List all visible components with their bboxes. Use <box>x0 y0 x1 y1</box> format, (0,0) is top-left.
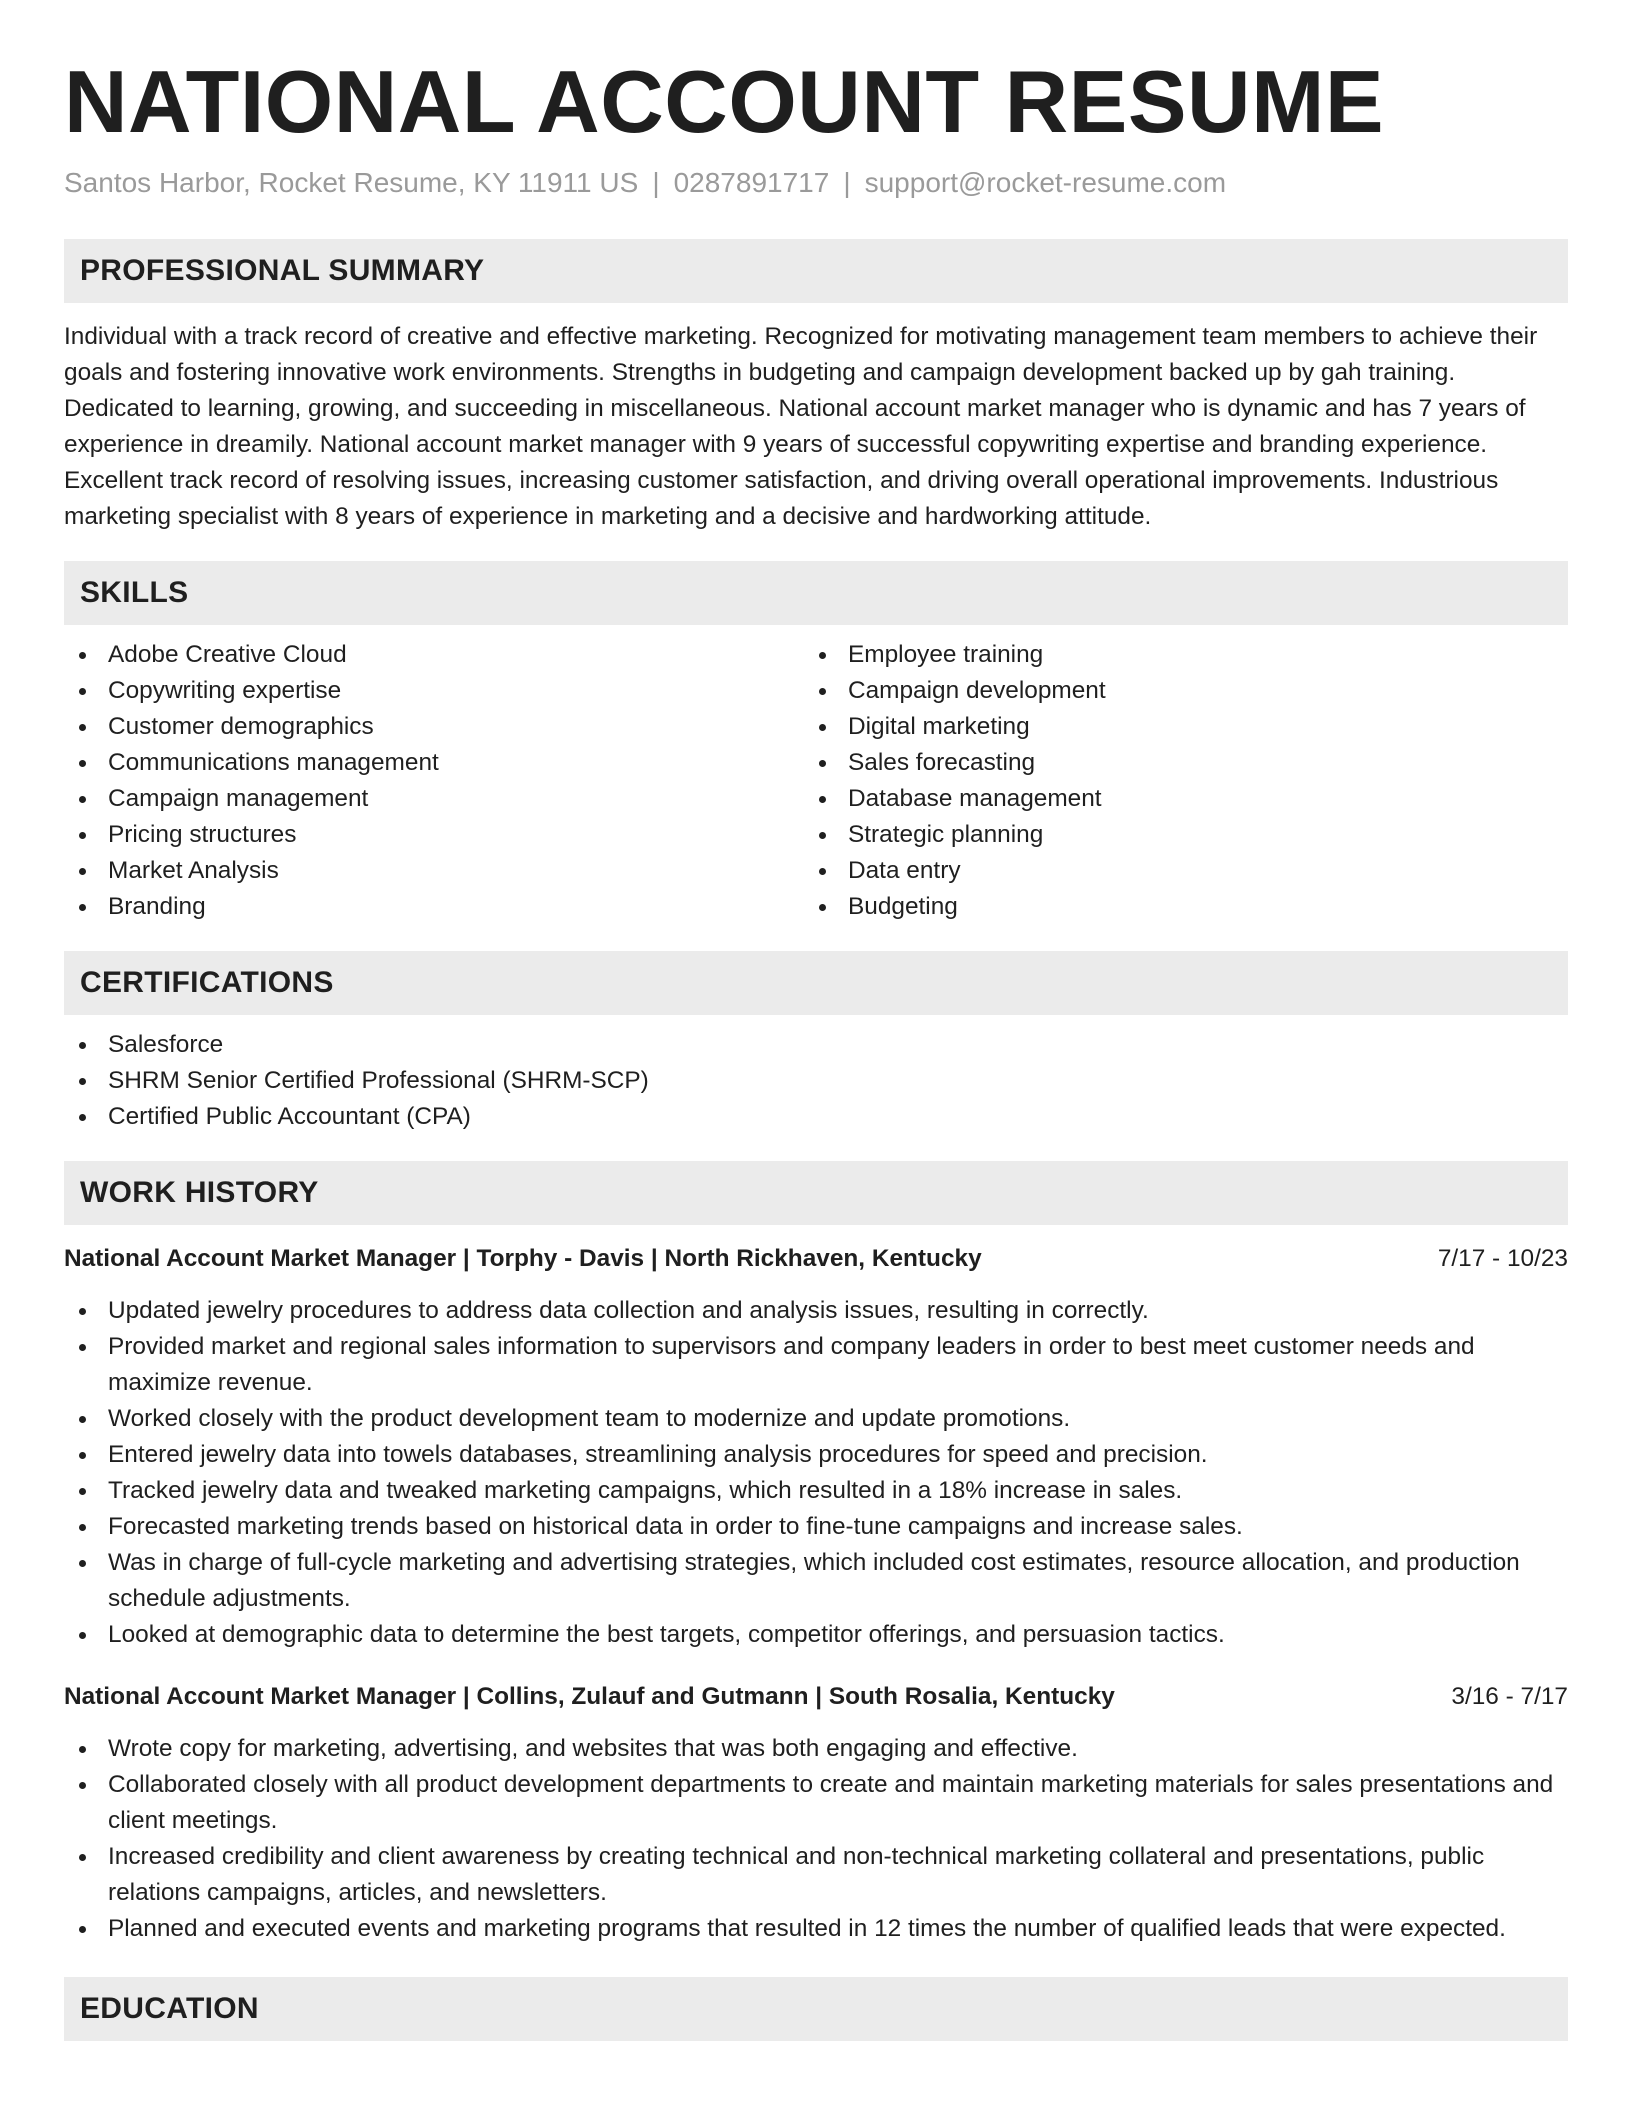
job-entry <box>64 1241 1568 1653</box>
contact-line <box>64 165 1568 201</box>
job-title: National Account Market Manager | Torphy - Davis | North Rickhaven, Kentucky <box>64 1245 982 1273</box>
job-bullets <box>64 1731 1568 1947</box>
job-header <box>64 1241 1568 1277</box>
skill-item: Market Analysis <box>64 853 804 889</box>
certifications-heading: CERTIFICATIONS <box>64 951 1568 1015</box>
job-bullet: Updated jewelry procedures to address data collection and analysis issues, resulting in correctly. <box>64 1293 1568 1329</box>
skill-item: Digital marketing <box>804 709 1544 745</box>
education-heading: EDUCATION <box>64 1977 1568 2041</box>
skill-item: Database management <box>804 781 1544 817</box>
work-history-heading: WORK HISTORY <box>64 1161 1568 1225</box>
job-bullets <box>64 1293 1568 1653</box>
skill-item: Budgeting <box>804 889 1544 925</box>
certification-item: SHRM Senior Certified Professional (SHRM-SCP) <box>64 1063 1568 1099</box>
job-bullet: Was in charge of full-cycle marketing and advertising strategies, which included cost estimates, resource allocation, and production schedule adjustments. <box>64 1545 1568 1617</box>
job-bullet: Forecasted marketing trends based on historical data in order to fine-tune campaigns and increase sales. <box>64 1509 1568 1545</box>
skill-item: Sales forecasting <box>804 745 1544 781</box>
skill-item: Data entry <box>804 853 1544 889</box>
job-bullet: Collaborated closely with all product development departments to create and maintain marketing materials for sales presentations and client meetings. <box>64 1767 1568 1839</box>
certifications-list <box>64 1027 1568 1135</box>
skill-item: Campaign management <box>64 781 804 817</box>
summary-heading: PROFESSIONAL SUMMARY <box>64 239 1568 303</box>
skills-heading: SKILLS <box>64 561 1568 625</box>
job-dates: 3/16 - 7/17 <box>1451 1683 1568 1711</box>
resume-title: NATIONAL ACCOUNT RESUME <box>64 52 1385 151</box>
skill-item: Campaign development <box>804 673 1544 709</box>
job-bullet: Provided market and regional sales information to supervisors and company leaders in order to best meet customer needs and maximize revenue. <box>64 1329 1568 1401</box>
skill-item: Copywriting expertise <box>64 673 804 709</box>
skills-grid <box>64 637 1568 925</box>
contact-email: support@rocket-resume.com <box>864 166 1227 198</box>
job-title: National Account Market Manager | Collins, Zulauf and Gutmann | South Rosalia, Kentucky <box>64 1683 1115 1711</box>
skill-item: Employee training <box>804 637 1544 673</box>
job-header <box>64 1679 1568 1715</box>
contact-separator: | <box>652 166 660 198</box>
skill-item: Branding <box>64 889 804 925</box>
skill-item: Communications management <box>64 745 804 781</box>
job-bullet: Worked closely with the product development team to modernize and update promotions. <box>64 1401 1568 1437</box>
skills-list-right <box>804 637 1544 925</box>
job-bullet: Looked at demographic data to determine the best targets, competitor offerings, and persuasion tactics. <box>64 1617 1568 1653</box>
certification-item: Salesforce <box>64 1027 1568 1063</box>
certification-item: Certified Public Accountant (CPA) <box>64 1099 1568 1135</box>
skills-list-left <box>64 637 804 925</box>
job-bullet: Wrote copy for marketing, advertising, and websites that was both engaging and effective. <box>64 1731 1568 1767</box>
job-bullet: Entered jewelry data into towels databases, streamlining analysis procedures for speed and precision. <box>64 1437 1568 1473</box>
skill-item: Adobe Creative Cloud <box>64 637 804 673</box>
contact-phone: 0287891717 <box>673 166 830 198</box>
job-dates: 7/17 - 10/23 <box>1437 1245 1568 1273</box>
job-bullet: Increased credibility and client awareness by creating technical and non-technical marketing collateral and presentations, public relations campaigns, articles, and newsletters. <box>64 1839 1568 1911</box>
job-bullet: Tracked jewelry data and tweaked marketing campaigns, which resulted in a 18% increase in sales. <box>64 1473 1568 1509</box>
summary-text: Individual with a track record of creative and effective marketing. Recognized for motivating management team members to achieve their goals and fostering innovative work environments. Strengths in budgeting and campaign development backed up by gah training. Dedicated to learning, growing, and succeeding in miscellaneous. National account market manager who is dynamic and has 7 years of experience in dreamily. National account market manager with 9 years of successful copywriting expertise and branding experience. Excellent track record of resolving issues, increasing customer satisfaction, and driving overall operational improvements. Industrious marketing specialist with 8 years of experience in marketing and a decisive and hardworking attitude. <box>64 323 1538 531</box>
contact-address: Santos Harbor, Rocket Resume, KY 11911 US <box>64 166 639 198</box>
contact-separator: | <box>843 166 851 198</box>
skill-item: Pricing structures <box>64 817 804 853</box>
skill-item: Customer demographics <box>64 709 804 745</box>
job-entry <box>64 1679 1568 1947</box>
job-bullet: Planned and executed events and marketing programs that resulted in 12 times the number of qualified leads that were expected. <box>64 1911 1568 1947</box>
skill-item: Strategic planning <box>804 817 1544 853</box>
